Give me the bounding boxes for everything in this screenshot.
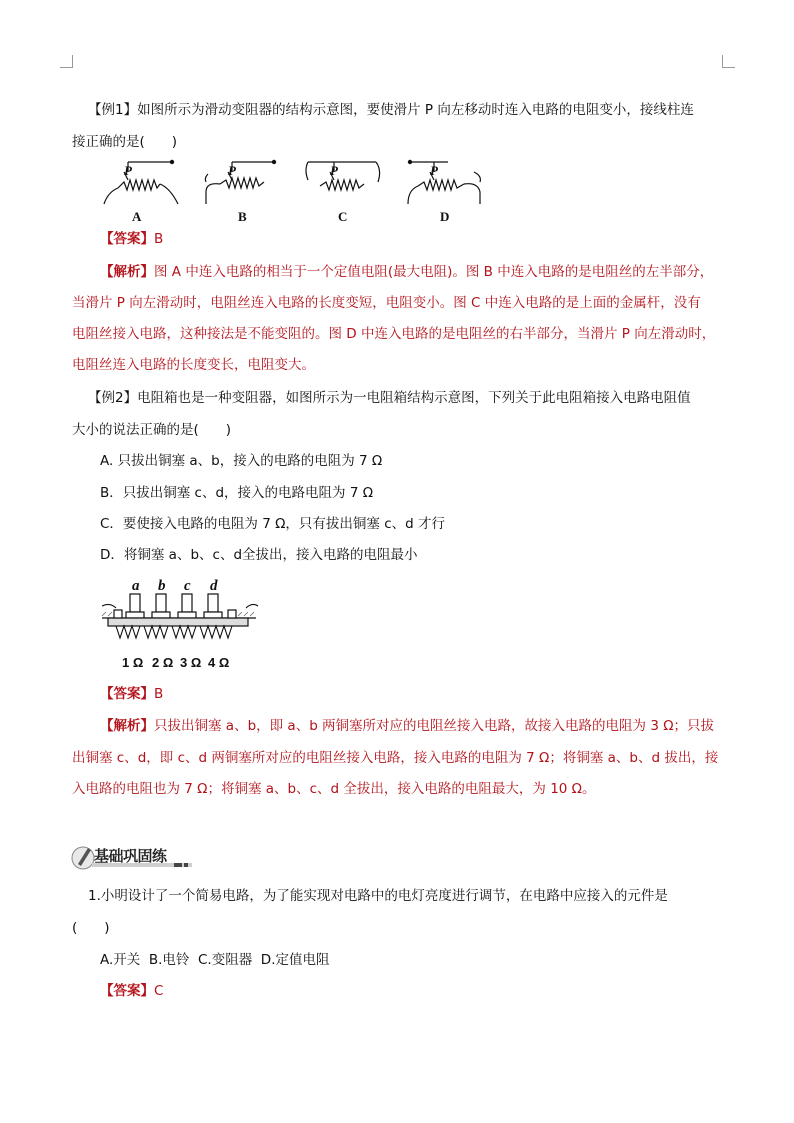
example2-tag: 【例2】 xyxy=(88,390,138,406)
resistance-box-diagram xyxy=(96,572,266,672)
example2-question-text: 电阻箱也是一种变阻器，如图所示为一电阻箱结构示意图，下列关于此电阻箱接入电路电阻值 xyxy=(137,390,691,406)
plug-label-b: b xyxy=(158,578,166,594)
example1-answer-value: B xyxy=(154,231,164,247)
example1-tag: 【例1】 xyxy=(88,102,138,118)
example1-analysis-tag: 【解析】 xyxy=(100,264,154,280)
rheostat-a xyxy=(104,160,178,204)
resistance-box-figure xyxy=(96,572,266,672)
example1-analysis-line2: 当滑片 P 向左滑动时，电阻丝连入电路的长度变短，电阻变小。图 C 中连入电路的是上面的金属杆，没有 xyxy=(72,295,701,311)
rheostat-figure-row xyxy=(96,158,496,226)
example2-question-line1 xyxy=(88,388,691,408)
resistor-label-2: 2 Ω xyxy=(152,655,174,670)
rheostat-diagrams xyxy=(96,158,496,226)
plug-label-c: c xyxy=(184,578,191,594)
crop-mark-top-right xyxy=(722,55,735,68)
rheostat-a-slider-label: P xyxy=(124,163,132,178)
rheostat-d-slider-label: P xyxy=(430,163,438,178)
resistor-label-3: 3 Ω xyxy=(180,655,202,670)
plug-label-a: a xyxy=(132,578,140,594)
example2-analysis-text: 只拔出铜塞 a、b，即 a、b 两铜塞所对应的电阻丝接入电路，故接入电路的电阻为 3 Ω；只拔 xyxy=(154,718,715,734)
example2-question-line2: 大小的说法正确的是( ) xyxy=(72,422,232,438)
example1-answer xyxy=(100,229,163,249)
rheostat-c xyxy=(306,162,380,190)
question1-line2: ( ) xyxy=(72,920,110,936)
example2-answer xyxy=(100,684,163,704)
section-title: 基础巩固练 xyxy=(94,847,167,865)
example2-option-a: A. 只拔出铜塞 a、b，接入的电路的电阻为 7 Ω xyxy=(100,453,383,469)
rheostat-b-label: B xyxy=(238,209,247,224)
question1-options: A.开关 B.电铃 C.变阻器 D.定值电阻 xyxy=(100,952,330,968)
rheostat-a-label: A xyxy=(132,209,142,224)
example1-analysis-line1 xyxy=(100,262,713,282)
rheostat-c-label: C xyxy=(338,209,348,224)
example2-analysis-line3: 入电路的电阻也为 7 Ω；将铜塞 a、b、c、d 全拔出，接入电路的电阻最大，为 10 Ω。 xyxy=(72,781,596,797)
rheostat-b-slider-label: P xyxy=(228,163,236,178)
question1-line1: 1.小明设计了一个简易电路，为了能实现对电路中的电灯亮度进行调节，在电路中应接入的元件是 xyxy=(88,888,668,904)
example2-answer-tag: 【答案】 xyxy=(100,686,154,702)
rheostat-d-label: D xyxy=(440,209,450,224)
question1-answer-tag: 【答案】 xyxy=(100,983,154,999)
example1-question-line1 xyxy=(88,100,694,120)
rheostat-c-slider-label: P xyxy=(330,163,338,178)
example2-option-b: B．只拔出铜塞 c、d，接入的电路电阻为 7 Ω xyxy=(100,485,374,501)
example2-analysis-tag: 【解析】 xyxy=(100,718,154,734)
example2-option-d: D．将铜塞 a、b、c、d全拔出，接入电路的电阻最小 xyxy=(100,547,418,563)
rheostat-d xyxy=(408,160,480,204)
crop-mark-top-left xyxy=(60,55,73,68)
example1-analysis-line3: 电阻丝接入电路，这种接法是不能变阻的。图 D 中连入电路的是电阻丝的右半部分，当滑片 P 向左滑动时， xyxy=(72,326,716,342)
example2-answer-value: B xyxy=(154,686,164,702)
example1-question-line2: 接正确的是( ) xyxy=(72,134,178,150)
example2-option-c: C．要使接入电路的电阻为 7 Ω，只有拔出铜塞 c、d 才行 xyxy=(100,516,445,532)
example1-answer-tag: 【答案】 xyxy=(100,231,154,247)
resistor-label-4: 4 Ω xyxy=(208,655,230,670)
section-banner xyxy=(70,842,200,872)
example1-question-text: 如图所示为滑动变阻器的结构示意图，要使滑片 P 向左移动时连入电路的电阻变小，接线柱连 xyxy=(137,102,694,118)
question1-answer-value: C xyxy=(154,983,164,999)
example2-analysis-line2: 出铜塞 c、d，即 c、d 两铜塞所对应的电阻丝接入电路，接入电路的电阻为 7 Ω；将铜塞 a、b、d 拔出，接 xyxy=(72,750,719,766)
rheostat-b xyxy=(205,160,275,204)
example1-analysis-text: 图 A 中连入电路的相当于一个定值电阻(最大电阻)。图 B 中连入电路的是电阻丝的左半部分， xyxy=(154,264,714,280)
question1-answer xyxy=(100,981,163,1001)
resistor-label-1: 1 Ω xyxy=(122,655,144,670)
example2-analysis-line1 xyxy=(100,716,714,736)
example1-analysis-line4: 电阻丝连入电路的长度变长，电阻变大。 xyxy=(72,357,315,373)
plug-label-d: d xyxy=(210,578,218,594)
